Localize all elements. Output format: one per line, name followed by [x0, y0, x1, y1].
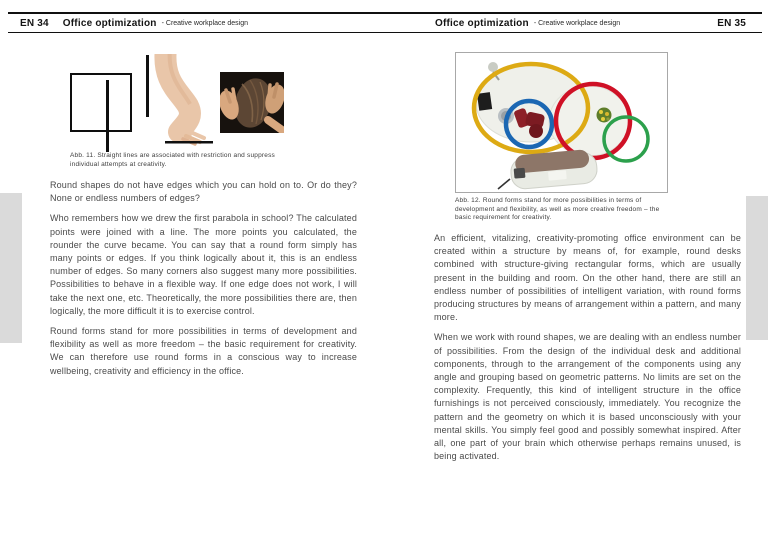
header-rule-top	[8, 12, 762, 14]
paragraph: Round shapes do not have edges which you can hold on to. Or do they? None or endless numbers of edges?	[50, 180, 357, 204]
pen-shape	[498, 179, 510, 189]
figure-12-caption: Abb. 12. Round forms stand for more possibilities in terms of development and flexibility, as well as more creative freedom – the basic requirement for creativity.	[455, 197, 660, 221]
right-page-body	[434, 232, 741, 470]
header-rule-bottom	[8, 32, 762, 33]
page-edge-tab-left	[0, 193, 22, 343]
paragraph: Who remembers how we drew the first parabola in school? The calculated points were joined with a line. The more points you calculated, the rounder the curve became. You can say that a round form simply has many points or edges. If you think logically about it, this is an endless number of edges. So many corners also suggest many more possibilities. Possibilities to behave in a flexible way. If one edge does not work, I will take the next one, etc. Theoretically, the more possibilities there are, then logically, the more difficult it is to exercise control.	[50, 213, 357, 316]
square-diagram-vertical-line	[106, 80, 109, 152]
page-number-right: EN 35	[717, 17, 746, 29]
square-line-diagram	[70, 73, 132, 132]
header-subtitle-left: - Creative workplace design	[161, 20, 248, 27]
plant-shape	[597, 108, 612, 123]
page-edge-tab-right	[746, 196, 768, 340]
head-in-hands-photo	[220, 72, 284, 133]
header-pagenum-right	[717, 15, 746, 31]
bent-arm-photo	[140, 54, 220, 146]
page-number-left: EN 34	[20, 17, 49, 29]
round-forms-photo	[455, 52, 668, 193]
figure-11-caption: Abb. 11. Straight lines are associated with restriction and suppress individual attempts at creativity.	[70, 152, 275, 168]
paragraph: Round forms stand for more possibilities in terms of development and flexibility as well as more freedom – the basic requirement for creativity. We can therefore use round forms in a conscious way to increase wellbeing, creativity and efficiency in the office.	[50, 326, 357, 376]
left-page-body	[50, 179, 357, 385]
monitor-shape	[477, 92, 492, 111]
header-title-right: Office optimization	[435, 17, 529, 29]
paragraph: When we work with round shapes, we are dealing with an endless number of possibilities. From the design of the individual desk and additional components, through to the arrangement of the components using any angle and grouping based on geometric patterns. No limits are set on the complexity. Frequently, this kind of intelligent structure in the office furnishings is not perceived consciously, immediately. You recognize the pattern and the geometry on which it is based unconsciously with your mental skills. You simply feel good and possibly somewhat inspired. After all, one part of your brain which otherwise perhaps remains unused, is being activated.	[434, 332, 741, 462]
paragraph: An efficient, vitalizing, creativity-promoting office environment can be created within a structure by means of, for example, round desks combined with structure-giving rectangular forms, which are usually present in the building and room. On the other hand, there are still an endless number of possibilities of intelligent variation, with round forms producing structures by means of arrangement within a pattern, and many more.	[434, 233, 741, 323]
header-subtitle-right: - Creative workplace design	[533, 20, 621, 27]
header-left	[20, 15, 248, 31]
cabinet-shape	[510, 148, 599, 189]
header-title-left: Office optimization	[62, 17, 157, 29]
header-right	[435, 15, 620, 31]
